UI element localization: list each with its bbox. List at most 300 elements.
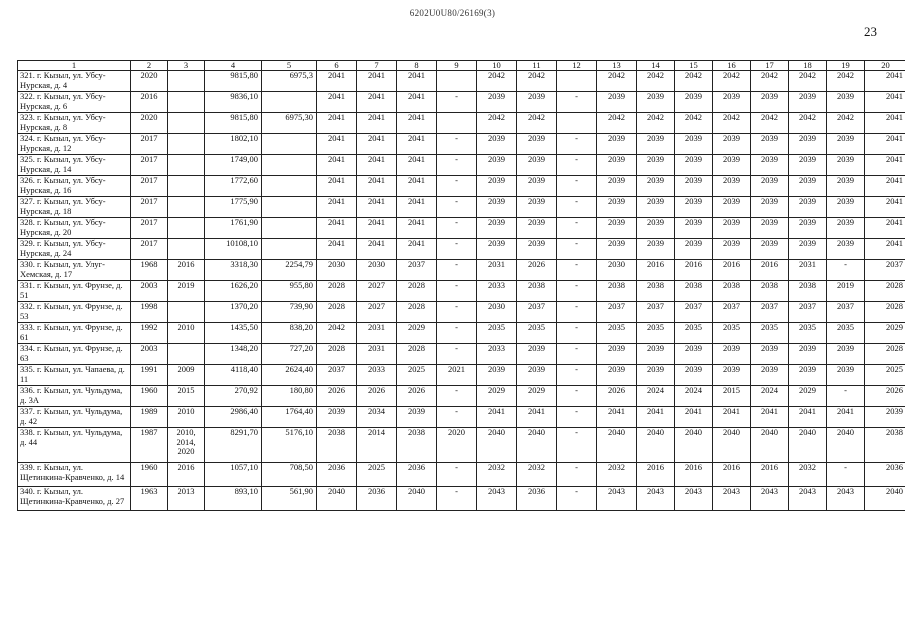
table-cell	[437, 71, 477, 92]
table-cell: 2039	[789, 134, 827, 155]
table-row	[18, 302, 905, 323]
table-cell: 2039	[597, 365, 637, 386]
column-header: 1	[18, 61, 131, 71]
table-cell: 2040	[317, 487, 357, 511]
table-cell: 2039	[713, 218, 751, 239]
table-cell: 2041	[865, 239, 905, 260]
table-cell: 2016	[637, 463, 675, 487]
table-cell: 893,10	[205, 487, 262, 511]
table-cell	[168, 155, 205, 176]
table-cell: 2043	[597, 487, 637, 511]
table-cell: 2032	[789, 463, 827, 487]
table-cell: -	[557, 365, 597, 386]
table-cell: 2041	[357, 218, 397, 239]
table-cell: 2039	[477, 155, 517, 176]
table-cell: 2039	[751, 134, 789, 155]
table-cell	[168, 71, 205, 92]
table-cell	[168, 92, 205, 113]
table-cell: 2039	[751, 365, 789, 386]
table-cell: 2013	[168, 487, 205, 511]
table-cell: 1963	[131, 487, 168, 511]
table-cell: 2017	[131, 218, 168, 239]
table-cell: 2030	[597, 260, 637, 281]
table-cell: 2030	[477, 302, 517, 323]
table-cell: 2039	[397, 407, 437, 428]
table-cell: 2043	[751, 487, 789, 511]
table-cell: 2035	[827, 323, 865, 344]
table-cell: 2039	[789, 197, 827, 218]
table-cell: 10108,10	[205, 239, 262, 260]
table-cell: 2041	[397, 218, 437, 239]
table-cell: 2042	[477, 113, 517, 134]
table-cell: 2041	[317, 113, 357, 134]
table-cell: 2039	[675, 344, 713, 365]
table-cell: 2041	[317, 92, 357, 113]
table-cell: 2041	[397, 71, 437, 92]
table-cell: 2039	[789, 176, 827, 197]
table-cell: 2029	[517, 386, 557, 407]
table-cell: 1626,20	[205, 281, 262, 302]
table-row	[18, 463, 905, 487]
table-cell: 2039	[789, 218, 827, 239]
column-header: 20	[865, 61, 905, 71]
table-cell: 2031	[357, 344, 397, 365]
table-cell: -	[437, 260, 477, 281]
table-cell: 2039	[597, 176, 637, 197]
table-cell: 2016	[168, 260, 205, 281]
table-cell: -	[437, 155, 477, 176]
column-header: 11	[517, 61, 557, 71]
table-cell: 2037	[517, 302, 557, 323]
column-header: 17	[751, 61, 789, 71]
table-cell: 2029	[477, 386, 517, 407]
column-header: 9	[437, 61, 477, 71]
address-cell: 333. г. Кызыл, ул. Фрунзе, д. 61	[18, 323, 131, 344]
table-cell: -	[557, 134, 597, 155]
column-header: 18	[789, 61, 827, 71]
table-cell: 2039	[827, 92, 865, 113]
table-cell	[262, 134, 317, 155]
table-cell	[262, 239, 317, 260]
table-cell: -	[557, 92, 597, 113]
table-cell: -	[437, 386, 477, 407]
table-cell: 2042	[789, 71, 827, 92]
table-row	[18, 365, 905, 386]
table-cell	[168, 197, 205, 218]
table-cell: 2039	[827, 365, 865, 386]
table-cell: 2016	[713, 463, 751, 487]
table-cell	[262, 176, 317, 197]
table-cell: 2041	[827, 407, 865, 428]
page-number: 23	[864, 24, 877, 39]
column-header: 6	[317, 61, 357, 71]
table-cell: 2042	[713, 71, 751, 92]
table-cell: 2035	[477, 323, 517, 344]
table-cell: 2038	[637, 281, 675, 302]
table-cell: 2035	[597, 323, 637, 344]
table-cell: 2039	[827, 218, 865, 239]
table-row	[18, 239, 905, 260]
table-cell: 2041	[397, 134, 437, 155]
table-cell: 2025	[865, 365, 905, 386]
table-cell: -	[557, 197, 597, 218]
table-cell: -	[557, 218, 597, 239]
table-cell: 2036	[317, 463, 357, 487]
table-cell: 2042	[789, 113, 827, 134]
table-cell: -	[557, 386, 597, 407]
table-cell: -	[437, 176, 477, 197]
table-cell: 2042	[637, 71, 675, 92]
table-cell: 2039	[675, 197, 713, 218]
table-cell: 2026	[865, 386, 905, 407]
table-cell: 2041	[357, 134, 397, 155]
table-cell: 2041	[865, 197, 905, 218]
table-cell: 2039	[517, 176, 557, 197]
table-row	[18, 344, 905, 365]
table-cell: 2039	[751, 344, 789, 365]
table-cell: 2039	[517, 365, 557, 386]
table-cell: 2038	[713, 281, 751, 302]
table-cell: 2016	[675, 463, 713, 487]
table-cell: 2017	[131, 155, 168, 176]
table-cell: 2041	[789, 407, 827, 428]
table-row	[18, 176, 905, 197]
table-cell: 2041	[865, 155, 905, 176]
table-cell: 2028	[865, 302, 905, 323]
table-cell: 2025	[397, 365, 437, 386]
address-cell: 331. г. Кызыл, ул. Фрунзе, д. 51	[18, 281, 131, 302]
table-cell: 2039	[477, 176, 517, 197]
table-cell: -	[437, 92, 477, 113]
table-cell: -	[437, 134, 477, 155]
table-row	[18, 71, 905, 92]
column-header: 15	[675, 61, 713, 71]
table-cell: -	[557, 463, 597, 487]
table-cell: 2016	[637, 260, 675, 281]
table-cell: 2040	[751, 428, 789, 463]
table-cell: 2019	[827, 281, 865, 302]
table-cell: 2039	[637, 344, 675, 365]
table-cell: 2041	[713, 407, 751, 428]
table-cell: 2037	[597, 302, 637, 323]
address-cell: 325. г. Кызыл, ул. Убсу-Нурская, д. 14	[18, 155, 131, 176]
table-cell: 2031	[357, 323, 397, 344]
table-cell: 2039	[597, 155, 637, 176]
table-cell: 8291,70	[205, 428, 262, 463]
table-cell: -	[437, 323, 477, 344]
table-cell: 2039	[517, 218, 557, 239]
table-cell: 2037	[713, 302, 751, 323]
table-cell: 180,80	[262, 386, 317, 407]
table-cell: 2043	[713, 487, 751, 511]
column-header: 12	[557, 61, 597, 71]
table-cell: 2016	[131, 92, 168, 113]
table-cell: 2027	[357, 281, 397, 302]
table-cell: 2009	[168, 365, 205, 386]
table-cell: 2029	[865, 323, 905, 344]
table-cell: 2041	[317, 176, 357, 197]
table-cell: 2030	[357, 260, 397, 281]
table-cell: 2039	[675, 92, 713, 113]
table-cell: 2042	[637, 113, 675, 134]
table-cell: 2039	[477, 239, 517, 260]
table-cell	[262, 92, 317, 113]
table-cell: 2042	[827, 71, 865, 92]
table-cell: 955,80	[262, 281, 317, 302]
table-cell: 2003	[131, 344, 168, 365]
table-cell: 2039	[865, 407, 905, 428]
table-cell: 2040	[713, 428, 751, 463]
table-cell: -	[557, 260, 597, 281]
table-cell: 2041	[397, 92, 437, 113]
table-cell: 2041	[865, 134, 905, 155]
table-cell: 2017	[131, 197, 168, 218]
table-cell: 2028	[397, 344, 437, 365]
table-cell: 2039	[675, 155, 713, 176]
table-cell: -	[827, 386, 865, 407]
table-cell: 2037	[397, 260, 437, 281]
table-row	[18, 323, 905, 344]
table-cell: 1991	[131, 365, 168, 386]
table-cell: 2041	[357, 71, 397, 92]
table-cell: 1348,20	[205, 344, 262, 365]
table-cell: -	[557, 344, 597, 365]
address-cell: 329. г. Кызыл, ул. Убсу-Нурская, д. 24	[18, 239, 131, 260]
column-header: 19	[827, 61, 865, 71]
table-cell: -	[827, 260, 865, 281]
table-cell: 2039	[637, 239, 675, 260]
table-row	[18, 134, 905, 155]
table-cell: 2038	[397, 428, 437, 463]
table-cell: 2040	[827, 428, 865, 463]
table-cell: 2043	[477, 487, 517, 511]
table-cell: 2039	[713, 155, 751, 176]
table-cell: 2035	[517, 323, 557, 344]
document-header-code: 6202U0U80/26169(3)	[409, 8, 496, 18]
column-header: 7	[357, 61, 397, 71]
table-cell: 2041	[317, 134, 357, 155]
table-cell: 2041	[357, 197, 397, 218]
table-cell: 2016	[168, 463, 205, 487]
table-cell: 2041	[357, 239, 397, 260]
table-cell: 2039	[789, 92, 827, 113]
table-cell: 2986,40	[205, 407, 262, 428]
table-cell: -	[557, 155, 597, 176]
table-cell: 2016	[751, 260, 789, 281]
table-cell: 2042	[675, 71, 713, 92]
table-cell: 2254,79	[262, 260, 317, 281]
table-cell: 6975,30	[262, 113, 317, 134]
table-cell: 2028	[397, 302, 437, 323]
table-cell: 2038	[517, 281, 557, 302]
table-row	[18, 218, 905, 239]
table-cell: 2038	[317, 428, 357, 463]
table-cell	[262, 218, 317, 239]
table-cell: 2041	[865, 92, 905, 113]
table-cell: 2042	[477, 71, 517, 92]
table-cell: 2039	[477, 92, 517, 113]
table-cell: 2035	[789, 323, 827, 344]
table-cell: 2039	[477, 365, 517, 386]
table-cell: 2039	[789, 239, 827, 260]
address-cell: 338. г. Кызыл, ул. Чульдума, д. 44	[18, 428, 131, 463]
address-cell: 334. г. Кызыл, ул. Фрунзе, д. 63	[18, 344, 131, 365]
table-cell: 2039	[517, 155, 557, 176]
table-cell: 2042	[517, 113, 557, 134]
address-cell: 321. г. Кызыл, ул. Убсу-Нурская, д. 4	[18, 71, 131, 92]
table-cell: 2039	[597, 218, 637, 239]
column-header: 3	[168, 61, 205, 71]
table-cell: 2039	[597, 134, 637, 155]
table-cell: 2039	[477, 197, 517, 218]
table-cell: 2038	[789, 281, 827, 302]
table-cell: 1968	[131, 260, 168, 281]
table-cell: 838,20	[262, 323, 317, 344]
table-cell: -	[827, 463, 865, 487]
table-cell: 2043	[675, 487, 713, 511]
table-cell: 2028	[317, 302, 357, 323]
table-cell	[168, 134, 205, 155]
table-cell: 2040	[675, 428, 713, 463]
table-cell: 2037	[675, 302, 713, 323]
table-row	[18, 155, 905, 176]
table-cell: -	[437, 344, 477, 365]
table-cell: 2037	[789, 302, 827, 323]
table-cell: 2042	[597, 113, 637, 134]
table-cell: 2033	[477, 281, 517, 302]
table-row	[18, 428, 905, 463]
table-cell: 2024	[637, 386, 675, 407]
table-cell: 2039	[317, 407, 357, 428]
table-cell: 2039	[827, 239, 865, 260]
table-cell: 2039	[675, 176, 713, 197]
table-cell: 2037	[637, 302, 675, 323]
table-cell: 2039	[517, 197, 557, 218]
table-cell: 2041	[317, 71, 357, 92]
table-cell: 2041	[675, 407, 713, 428]
address-cell: 339. г. Кызыл, ул. Щетинкина-Кравченко, д. 14	[18, 463, 131, 487]
table-cell: 1987	[131, 428, 168, 463]
address-cell: 337. г. Кызыл, ул. Чульдума, д. 42	[18, 407, 131, 428]
table-cell: 2041	[317, 218, 357, 239]
table-cell	[168, 302, 205, 323]
address-cell: 323. г. Кызыл, ул. Убсу-Нурская, д. 8	[18, 113, 131, 134]
table-cell: 2039	[827, 155, 865, 176]
table-cell: 1764,40	[262, 407, 317, 428]
table-row	[18, 197, 905, 218]
table-cell: 270,92	[205, 386, 262, 407]
table-cell: -	[437, 407, 477, 428]
table-cell: 2040	[789, 428, 827, 463]
table-cell	[557, 71, 597, 92]
table-cell: 2041	[357, 113, 397, 134]
table-cell: 2030	[317, 260, 357, 281]
table-cell: 2041	[357, 92, 397, 113]
table-cell: 1989	[131, 407, 168, 428]
table-cell: 2038	[597, 281, 637, 302]
table-cell: 2041	[357, 155, 397, 176]
table-cell: 2039	[597, 344, 637, 365]
table-cell: 2035	[713, 323, 751, 344]
table-cell: 2043	[827, 487, 865, 511]
table-cell: 2038	[865, 428, 905, 463]
table-cell: 2028	[317, 344, 357, 365]
table-cell: 2041	[865, 113, 905, 134]
table-cell: 2032	[517, 463, 557, 487]
table-cell: 2036	[865, 463, 905, 487]
table-cell: 6975,3	[262, 71, 317, 92]
table-cell: 2017	[131, 176, 168, 197]
table-cell: 2039	[597, 197, 637, 218]
table-cell: 2028	[317, 281, 357, 302]
table-cell: 9836,10	[205, 92, 262, 113]
table-cell: 2037	[751, 302, 789, 323]
table-cell: 2040	[477, 428, 517, 463]
table-cell: 2042	[751, 71, 789, 92]
table-cell: 2043	[637, 487, 675, 511]
table-cell: 2026	[317, 386, 357, 407]
table-cell: 2024	[675, 386, 713, 407]
table-cell: 2041	[397, 197, 437, 218]
table-cell: 2041	[597, 407, 637, 428]
table-cell: 2039	[637, 155, 675, 176]
table-row	[18, 92, 905, 113]
table-cell: 2039	[637, 176, 675, 197]
table-cell: -	[437, 281, 477, 302]
table-cell: 2031	[477, 260, 517, 281]
table-cell: 2016	[675, 260, 713, 281]
table-cell: 2036	[397, 463, 437, 487]
table-cell: 2039	[517, 134, 557, 155]
table-cell: 2032	[597, 463, 637, 487]
table-cell: -	[557, 281, 597, 302]
table-cell: 1802,10	[205, 134, 262, 155]
table-cell: 2039	[517, 344, 557, 365]
table-header-row	[18, 61, 905, 71]
table-cell: 2039	[517, 239, 557, 260]
address-cell: 326. г. Кызыл, ул. Убсу-Нурская, д. 16	[18, 176, 131, 197]
table-cell: 2041	[637, 407, 675, 428]
address-cell: 327. г. Кызыл, ул. Убсу-Нурская, д. 18	[18, 197, 131, 218]
table-cell: 2042	[597, 71, 637, 92]
table-cell: 5176,10	[262, 428, 317, 463]
table-cell: 2031	[789, 260, 827, 281]
table-cell: 561,90	[262, 487, 317, 511]
column-header: 13	[597, 61, 637, 71]
table-cell: 2042	[751, 113, 789, 134]
table-cell: 2039	[675, 218, 713, 239]
table-cell: 2041	[317, 197, 357, 218]
table-cell: 2016	[751, 463, 789, 487]
table-cell: 2041	[397, 155, 437, 176]
table-cell: 2036	[517, 487, 557, 511]
table-cell: 2020	[437, 428, 477, 463]
address-cell: 340. г. Кызыл, ул. Щетинкина-Кравченко, д. 27	[18, 487, 131, 511]
table-cell: 2039	[713, 92, 751, 113]
table-cell: 2025	[357, 463, 397, 487]
table-cell: 9815,80	[205, 113, 262, 134]
table-cell: 1435,50	[205, 323, 262, 344]
address-cell: 332. г. Кызыл, ул. Фрунзе, д. 53	[18, 302, 131, 323]
table-cell: 2040	[597, 428, 637, 463]
table-cell: 2039	[713, 176, 751, 197]
table-cell: -	[557, 323, 597, 344]
table-cell: 727,20	[262, 344, 317, 365]
table-cell: -	[437, 302, 477, 323]
table-cell: 2036	[357, 487, 397, 511]
table-cell: 2042	[675, 113, 713, 134]
table-cell: 2041	[397, 239, 437, 260]
